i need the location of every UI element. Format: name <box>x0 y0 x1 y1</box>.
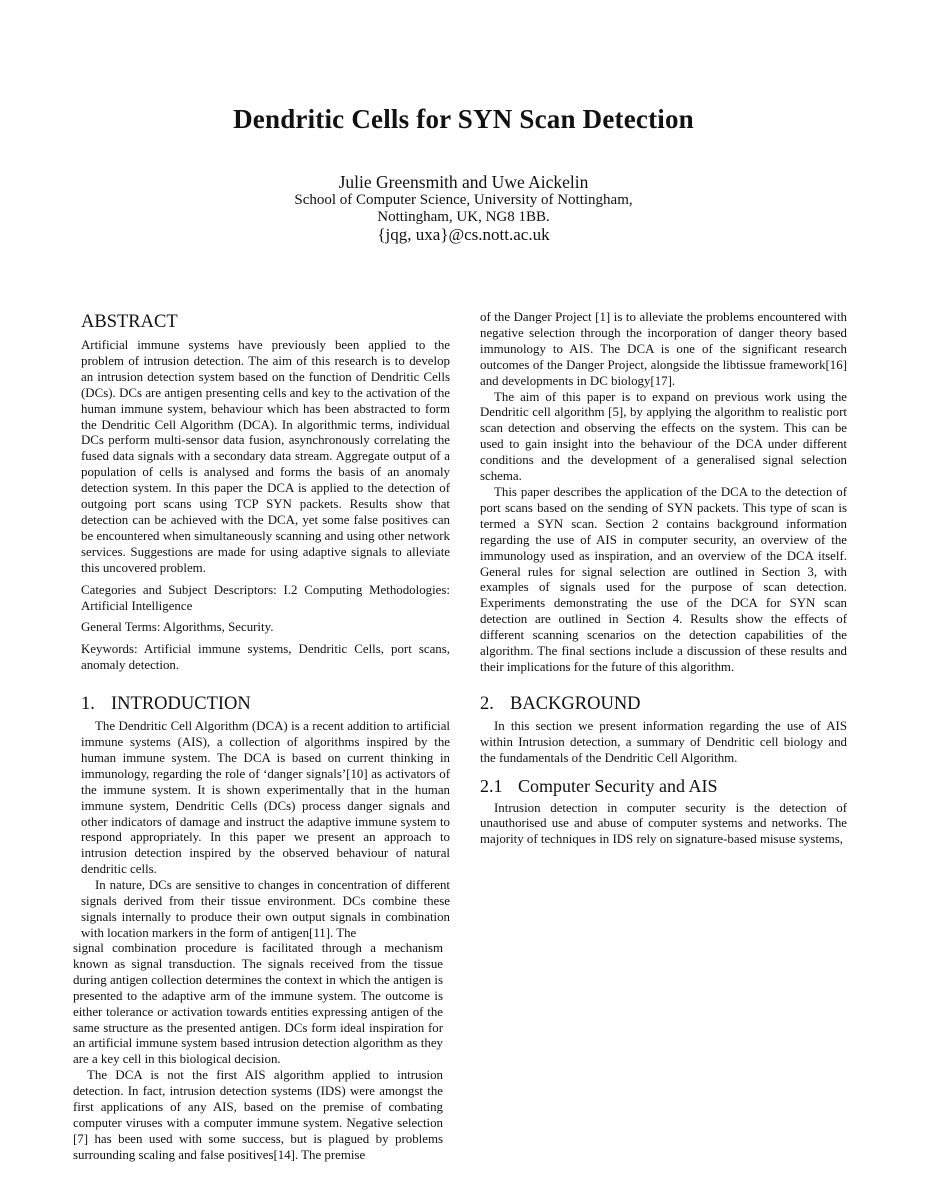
paragraph: The DCA is not the first AIS algorithm applied to intrusion detection. In fact, intrusion detection systems (IDS) were amongst the first applications of any AIS, based on the premise of combating computer viruses with a computer immune system. Negative selection [7] has been used with some success, but is plagued by problems surrounding scaling and false positives[14]. The premise <box>73 1068 443 1162</box>
left-column-lower <box>73 941 443 1164</box>
general-terms: General Terms: Algorithms, Security. <box>81 620 274 635</box>
section-number: 2. <box>480 693 494 714</box>
subsection-title: Computer Security and AIS <box>518 775 718 796</box>
paragraph: of the Danger Project [1] is to alleviate the problems encountered with negative selection through the incorporation of danger theory based immunology to AIS. The DCA is one of the significant research outcomes of the Danger Project, alongside the libtissue framework[16] and developments in DC biology[17]. <box>480 310 847 388</box>
introduction-heading <box>81 693 450 715</box>
section-title: INTRODUCTION <box>111 694 251 715</box>
keywords: Keywords: Artificial immune systems, Dendritic Cells, port scans, anomaly detection. <box>81 642 450 673</box>
section-title: BACKGROUND <box>510 693 641 714</box>
subsection-heading <box>480 776 847 797</box>
paragraph: In nature, DCs are sensitive to changes in concentration of different signals derived from their tissue environment. DCs combine these signals internally to produce their own output signals in combination with location markers in the form of antigen[11]. The <box>81 878 450 940</box>
paragraph: The Dendritic Cell Algorithm (DCA) is a recent addition to artificial immune systems (AIS), a collection of algorithms inspired by the human immune system. The DCA is based on current thinking in immunology, regarding the role of ‘danger signals’[10] as activators of the immune system. It is shown experimentally that in the human immune system, Dendritic Cells (DCs) process danger signals and other indicators of damage and instruct the adaptive immune system to respond appropriately. In this paper we present an approach to intrusion detection inspired by the observed behaviour of natural dendritic cells. <box>81 719 450 877</box>
paper-title: Dendritic Cells for SYN Scan Detection <box>233 104 694 134</box>
affiliation-line: Nottingham, UK, NG8 1BB. <box>377 209 550 225</box>
affiliation-line: School of Computer Science, University of Nottingham, <box>294 192 633 208</box>
subsection-number: 2.1 <box>480 775 503 796</box>
right-column <box>480 310 847 848</box>
author-names: Julie Greensmith and Uwe Aickelin <box>338 172 589 192</box>
author-affiliation <box>0 192 927 226</box>
background-heading <box>480 693 847 715</box>
author-email: {jqg, uxa}@cs.nott.ac.uk <box>377 225 550 244</box>
paragraph: The aim of this paper is to expand on previous work using the Dendritic cell algorithm [5], by applying the algorithm to realistic port scan detection and observing the effects on the system. This can be used to gain insight into the behaviour of the DCA under different conditions and the development of a generalised signal selection schema. <box>480 389 847 484</box>
paragraph: This paper describes the application of the DCA to the detection of port scans based on the sending of SYN packets. This type of scan is termed a SYN scan. Section 2 contains background information regarding the use of AIS in computer security, an overview of the immunology used as inspiration, and an overview of the DCA itself. General rules for signal selection are outlined in Section 3, with examples of signals used for the purpose of scan detection. Experiments demonstrating the use of the DCA for SYN scan detection are outlined in Section 4. Results show the effects of different scanning scenarios on the detection capabilities of the algorithm. The final sections include a discussion of these results and their implications for the future of this algorithm. <box>480 484 847 674</box>
left-column <box>81 311 450 942</box>
section-number: 1. <box>81 694 95 715</box>
paragraph: Intrusion detection in computer security is the detection of unauthorised use and abuse of computer systems and networks. The majority of techniques in IDS rely on signature-based misuse systems, <box>480 800 847 847</box>
categories-descriptors: Categories and Subject Descriptors: I.2 Computing Methodologies: Artificial Intelligence <box>81 582 450 613</box>
abstract-heading: ABSTRACT <box>81 312 178 332</box>
abstract-body: Artificial immune systems have previously been applied to the problem of intrusion detection. The aim of this research is to develop an intrusion detection system based on the function of Dendritic Cells (DCs). DCs are antigen presenting cells and key to the activation of the human immune system, behaviour which has been abstracted to form the Dendritic Cell Algorithm (DCA). In algorithmic terms, individual DCs perform multi-sensor data fusion, asynchronously correlating the fused data signals with a secondary data stream. Aggregate output of a population of cells is analysed and forms the basis of an anomaly detection system. In this paper the DCA is applied to the detection of outgoing port scans using TCP SYN packets. Results show that detection can be achieved with the DCA, yet some false positives can be encountered when simultaneously scanning and using other network services. Suggestions are made for using adaptive signals to alleviate this uncovered problem. <box>81 338 450 575</box>
paragraph: signal combination procedure is facilitated through a mechanism known as signal transduction. The signals received from the tissue during antigen collection determines the context in which the antigen is presented to the adaptive arm of the immune system. The outcome is either tolerance or activation towards entities expressing antigen of the same structure as the presented antigen. DCs form ideal inspiration for an artificial immune system based intrusion detection algorithm as they are a key cell in this biological decision. <box>73 941 443 1067</box>
paragraph: In this section we present information regarding the use of AIS within Intrusion detection, a summary of Dendritic cell biology and the fundamentals of the Dendritic Cell Algorithm. <box>480 718 847 765</box>
